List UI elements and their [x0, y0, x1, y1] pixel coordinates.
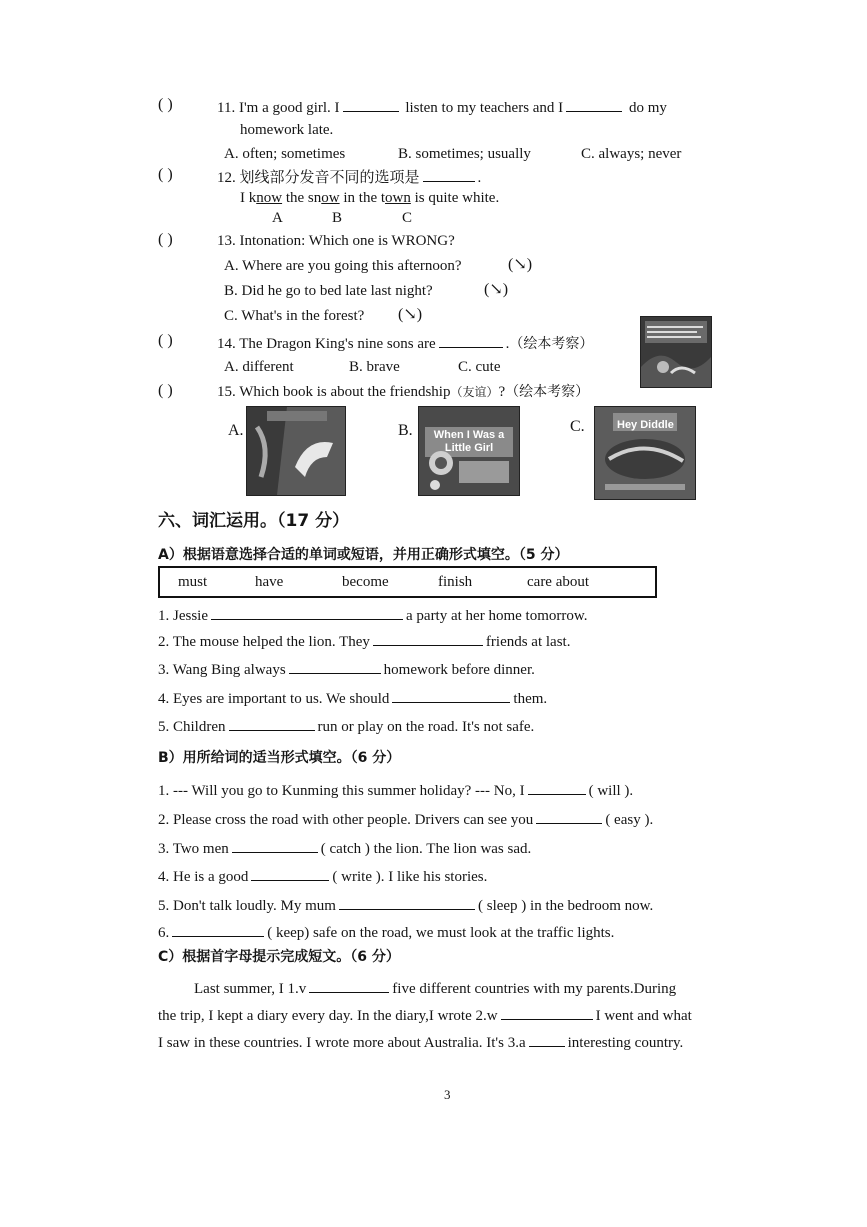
a4-post: them.	[513, 691, 548, 707]
q11-answer-paren[interactable]: ( )	[158, 96, 173, 113]
c1-post: five different countries with my parents.During	[392, 981, 677, 997]
q12-stem	[217, 167, 481, 187]
a3-pre: 3. Wang Bing always	[158, 662, 286, 678]
part-c-line-1	[194, 978, 676, 998]
q12-underline-b: ow	[321, 190, 340, 206]
q13-text: Intonation: Which one is WRONG?	[239, 233, 455, 249]
q14-stem	[217, 333, 593, 353]
q13-option-b[interactable]: B. Did he go to bed late last night?	[224, 283, 433, 299]
b2-blank[interactable]	[536, 809, 602, 824]
q11-option-a[interactable]: A. often; sometimes	[224, 146, 346, 162]
q12-underline-c: own	[385, 190, 411, 206]
book-a-image	[247, 407, 345, 495]
b5-post: ( sleep ) in the bedroom now.	[477, 898, 654, 914]
c2-pre: the trip, I kept a diary every day. In the diary,I wrote 2.w	[158, 1008, 498, 1024]
b4-pre: 4. He is a good	[158, 869, 249, 885]
q12-sentence	[240, 189, 499, 207]
part-b-q6	[158, 922, 614, 942]
part-a-q1	[158, 605, 587, 625]
b2-post: ( easy ).	[605, 812, 654, 828]
part-b-q5	[158, 895, 653, 915]
c3-pre: I saw in these countries. I wrote more about Australia. It's 3.a	[158, 1035, 526, 1051]
q15-option-b-label[interactable]: B.	[398, 422, 413, 439]
part-b-q3	[158, 838, 531, 858]
part-b-title: B）用所给词的适当形式填空。（6 分）	[158, 750, 401, 766]
q13-number: 13.	[217, 233, 236, 249]
word-bank-item: become	[342, 574, 389, 590]
part-b-q1	[158, 780, 633, 800]
q12-s3: in the t	[339, 190, 386, 206]
part-a-title: A）根据语意选择合适的单词或短语，并用正确形式填空。（5 分）	[158, 547, 569, 563]
q15-book-a-cover[interactable]	[246, 406, 346, 496]
part-b-q2	[158, 809, 653, 829]
b4-blank[interactable]	[251, 866, 329, 881]
q11-text-d: homework late.	[240, 122, 334, 138]
q15-book-b-cover[interactable]	[418, 406, 520, 496]
q11-text-b: listen to my teachers and I	[405, 100, 564, 116]
q12-option-b[interactable]: B	[332, 210, 343, 226]
b3-post: ( catch ) the lion. The lion was sad.	[320, 841, 532, 857]
q14-option-c[interactable]: C. cute	[458, 359, 501, 375]
b3-blank[interactable]	[232, 838, 318, 853]
q14-number: 14.	[217, 336, 236, 352]
q15-number: 15.	[217, 384, 236, 400]
word-bank-item: finish	[438, 574, 473, 590]
word-bank-item: care about	[527, 574, 590, 590]
q12-number: 12.	[217, 170, 236, 186]
q11-blank-1[interactable]	[343, 97, 399, 112]
q13-option-c[interactable]: C. What's in the forest?	[224, 308, 365, 324]
q15-option-c-label[interactable]: C.	[570, 418, 585, 435]
b1-post: ( will ).	[588, 783, 634, 799]
q13-answer-paren[interactable]: ( )	[158, 231, 173, 248]
part-a-q2	[158, 631, 570, 651]
q14-note: （绘本考察）	[509, 336, 594, 352]
q13-option-a[interactable]: A. Where are you going this afternoon?	[224, 258, 462, 274]
q11-number: 11.	[217, 100, 236, 116]
b5-blank[interactable]	[339, 895, 475, 910]
c1-pre: Last summer, I 1.v	[194, 981, 307, 997]
q11-text-a: I'm a good girl. I	[238, 100, 340, 116]
word-bank-item: must	[178, 574, 208, 590]
q15-stem	[217, 383, 589, 401]
book-c-title: Hey Diddle	[617, 419, 674, 431]
q14-blank[interactable]	[439, 333, 503, 348]
q11-option-c[interactable]: C. always; never	[581, 146, 682, 162]
part-c-line-2	[158, 1005, 692, 1025]
q12-s1: I k	[240, 190, 257, 206]
q15-paren-zh: （友谊）	[450, 385, 499, 399]
q14-text: The Dragon King's nine sons are	[239, 336, 436, 352]
b6-post: ( keep) safe on the road, we must look at the traffic lights.	[267, 925, 615, 941]
a1-post: a party at her home tomorrow.	[406, 608, 588, 624]
q15-option-a-label[interactable]: A.	[228, 422, 244, 439]
part-a-q4	[158, 688, 547, 708]
q12-s4: is quite white.	[410, 190, 500, 206]
q12-dot: .	[477, 170, 482, 186]
c3-blank[interactable]	[529, 1032, 565, 1047]
book-b-title: When I Was a Little Girl	[433, 429, 505, 454]
c2-post: I went and what	[595, 1008, 692, 1024]
a1-blank[interactable]	[211, 605, 403, 620]
a1-pre: 1. Jessie	[158, 608, 208, 624]
q12-text: 划线部分发音不同的选项是	[239, 168, 420, 186]
q15-answer-paren[interactable]: ( )	[158, 382, 173, 399]
dragon-king-book-cover	[640, 316, 712, 388]
a2-post: friends at last.	[485, 634, 571, 650]
part-c-line-3	[158, 1032, 683, 1052]
word-bank-item: have	[255, 574, 284, 590]
q13-arrow-c: (↘)	[398, 306, 423, 323]
a5-blank[interactable]	[229, 716, 315, 731]
b5-pre: 5. Don't talk loudly. My mum	[158, 898, 336, 914]
q15-book-c-cover[interactable]	[594, 406, 696, 500]
c3-post: interesting country.	[567, 1035, 684, 1051]
a4-pre: 4. Eyes are important to us. We should	[158, 691, 390, 707]
b3-pre: 3. Two men	[158, 841, 229, 857]
b2-pre: 2. Please cross the road with other people. Drivers can see you	[158, 812, 534, 828]
q11-text-c: do my	[628, 100, 667, 116]
section-6-title: 六、词汇运用。（17 分）	[158, 511, 350, 531]
q11-option-b[interactable]: B. sometimes; usually	[398, 146, 531, 162]
c2-blank[interactable]	[501, 1005, 593, 1020]
a2-blank[interactable]	[373, 631, 483, 646]
q12-s2: the sn	[282, 190, 322, 206]
part-c-title: C）根据首字母提示完成短文。（6 分）	[158, 949, 400, 965]
q13-arrow-b: (↘)	[484, 281, 509, 298]
b1-blank[interactable]	[528, 780, 586, 795]
a5-pre: 5. Children	[158, 719, 226, 735]
page-number: 3	[444, 1087, 451, 1102]
part-a-q3	[158, 659, 535, 679]
q12-answer-paren[interactable]: ( )	[158, 166, 173, 183]
q11-blank-2[interactable]	[566, 97, 622, 112]
q13-stem	[217, 232, 455, 250]
dragon-book-image	[641, 317, 711, 387]
word-bank-box	[158, 566, 657, 598]
b4-post: ( write ). I like his stories.	[332, 869, 488, 885]
q12-option-c[interactable]: C	[402, 210, 413, 226]
a2-pre: 2. The mouse helped the lion. They	[158, 634, 370, 650]
a4-blank[interactable]	[392, 688, 510, 703]
q14-tail: .	[505, 336, 510, 352]
q13-arrow-a: (↘)	[508, 256, 533, 273]
part-a-q5	[158, 716, 534, 736]
q14-option-a[interactable]: A. different	[224, 359, 294, 375]
q15-note: （绘本考察）	[505, 384, 590, 400]
b6-blank[interactable]	[172, 922, 264, 937]
q12-blank[interactable]	[423, 167, 475, 182]
q12-option-a[interactable]: A	[272, 210, 283, 226]
c1-blank[interactable]	[309, 978, 389, 993]
b1-pre: 1. --- Will you go to Kunming this summer holiday? --- No, I	[158, 783, 525, 799]
q11-stem	[217, 97, 667, 117]
q14-answer-paren[interactable]: ( )	[158, 332, 173, 349]
q15-text: Which book is about the friendship	[239, 384, 451, 400]
b6-pre: 6.	[158, 925, 170, 941]
q12-underline-a: now	[256, 190, 283, 206]
a3-blank[interactable]	[289, 659, 381, 674]
a3-post: homework before dinner.	[383, 662, 535, 678]
q15-tail: ?	[498, 384, 506, 400]
q14-option-b[interactable]: B. brave	[349, 359, 400, 375]
part-b-q4	[158, 866, 487, 886]
a5-post: run or play on the road. It's not safe.	[317, 719, 535, 735]
